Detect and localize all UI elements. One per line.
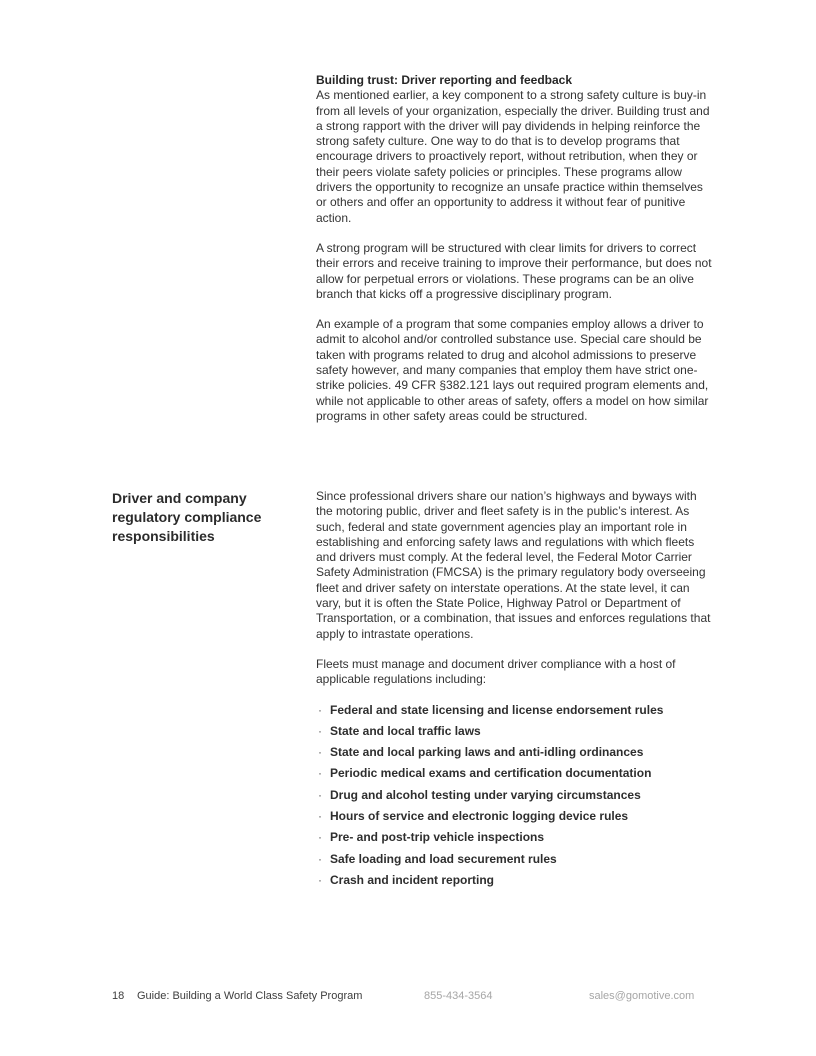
list-item-medical-exams: · Periodic medical exams and certification documentation <box>316 766 714 781</box>
footer-doc-title: Guide: Building a World Class Safety Program <box>137 990 363 1002</box>
subsection-heading-building-trust: Building trust: Driver reporting and feedback <box>316 73 573 87</box>
regulations-list <box>316 703 714 889</box>
list-item-parking-laws: · State and local parking laws and anti-idling ordinances <box>316 745 714 760</box>
paragraph-strong-program: A strong program will be structured with clear limits for drivers to correct their errors and receive training to improve their performance, but does not allow for perpetual errors or violations. These programs can be an olive branch that kicks off a progressive disciplinary program. <box>316 240 712 301</box>
page-number: 18 <box>112 990 125 1002</box>
paragraph-program-example: An example of a program that some companies employ allows a driver to admit to alcohol and/or controlled substance use. Special care should be taken with programs related to drug and alcohol admissions to preserve safety however, and many companies that employ them have strict one-strike policies. 49 CFR §382.121 lays out required program elements and, while not applicable to other areas of safety, offers a model on how similar programs in other safety areas could be structured. <box>316 317 709 423</box>
paragraph-agencies: Since professional drivers share our nation’s highways and byways with the motoring public, driver and fleet safety is in the public’s interest. As such, federal and state government agencies play an important role in establishing and enforcing safety laws and regulations with which fleets and drivers must comply. At the federal level, the Federal Motor Carrier Safety Administration (FMCSA) is the primary regulatory body overseeing fleet and driver safety on interstate operations. At the state level, it can vary, but it is often the State Police, Highway Patrol or Department of Transportation, or a combination, that issues and enforces regulations that apply to intrastate operations. <box>316 489 711 641</box>
section-heading-regulatory-compliance: Driver and company regulatory compliance responsibilities <box>112 490 262 544</box>
list-item-drug-alcohol-testing: · Drug and alcohol testing under varying circumstances <box>316 788 714 803</box>
footer-email-link[interactable]: sales@gomotive.com <box>589 990 695 1002</box>
list-item-traffic-laws: · State and local traffic laws <box>316 724 714 739</box>
list-item-hours-of-service: · Hours of service and electronic logging device rules <box>316 809 714 824</box>
footer-phone-link[interactable]: 855-434-3564 <box>424 990 493 1002</box>
page-footer <box>0 989 816 1005</box>
list-item-licensing: · Federal and state licensing and license endorsement rules <box>316 703 714 718</box>
list-item-crash-reporting: · Crash and incident reporting <box>316 873 714 888</box>
section-building-trust <box>316 73 714 439</box>
paragraph-buy-in: As mentioned earlier, a key component to a strong safety culture is buy-in from all levels of your organization, especially the driver. Building trust and a strong rapport with the driver will pay dividends in helping reinforce the strong safety culture. One way to do that is to develop programs that encourage drivers to proactively report, without retribution, when they or their peers violate safety policies or principles. These programs allow drivers the opportunity to recognize an unsafe practice within themselves or others and offer an opportunity to address it without fear of punitive action. <box>316 88 710 225</box>
list-item-safe-loading: · Safe loading and load securement rules <box>316 852 714 867</box>
section-regulatory-compliance <box>316 489 714 894</box>
paragraph-fleets-compliance: Fleets must manage and document driver compliance with a host of applicable regulations including: <box>316 656 676 687</box>
list-item-vehicle-inspections: · Pre- and post-trip vehicle inspections <box>316 830 714 845</box>
